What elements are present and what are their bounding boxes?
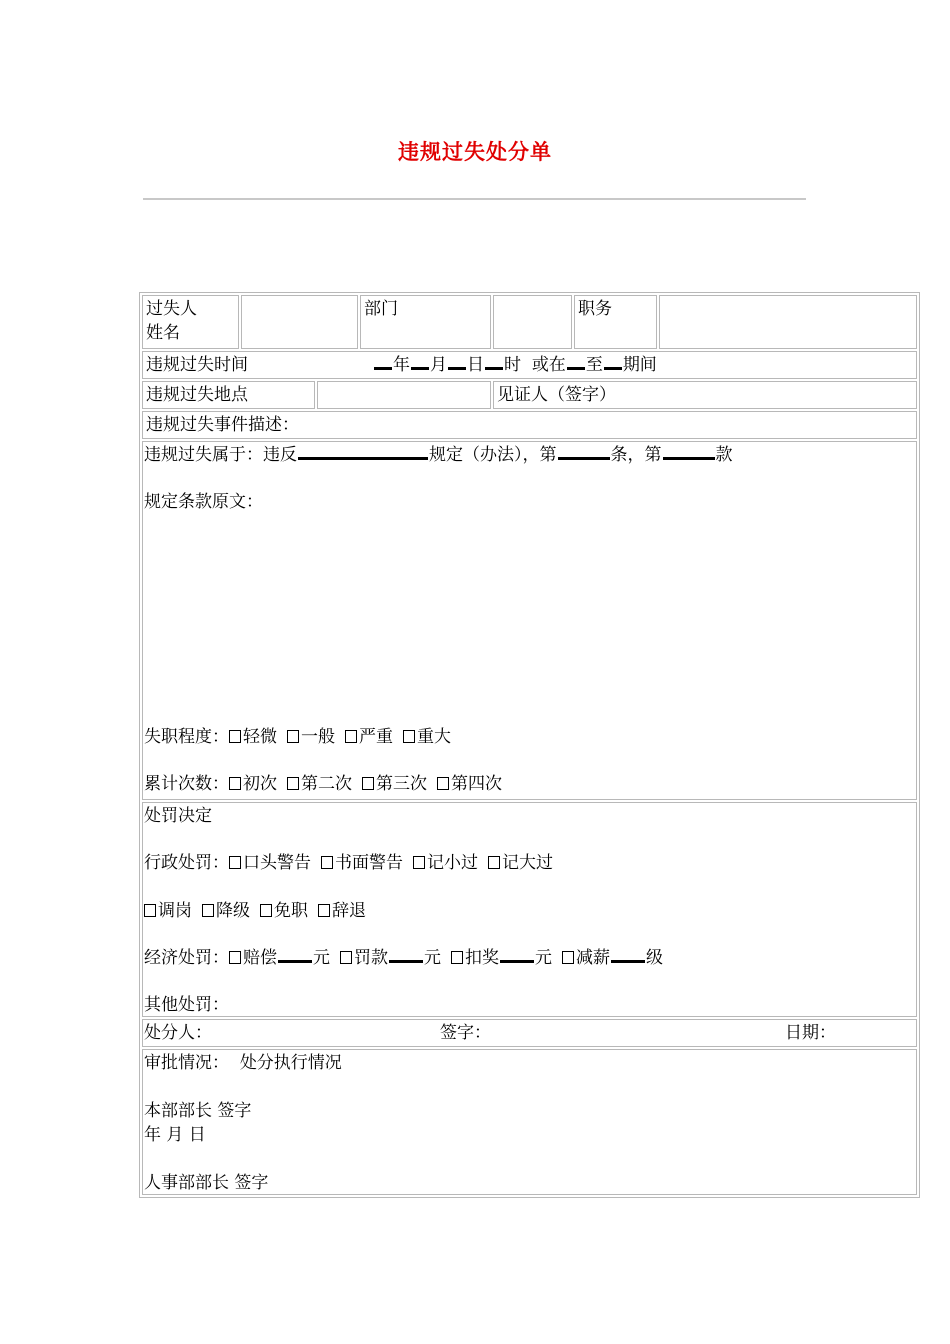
year-label: 年: [393, 355, 410, 375]
other-penalty-label: 其他处罚：: [144, 995, 229, 1015]
violation-prefix: 违规过失属于：违反: [144, 445, 297, 465]
location-input-cell[interactable]: [317, 381, 491, 409]
to-label: 至: [585, 355, 603, 375]
violation-section: [142, 441, 917, 800]
period-label: 期间: [622, 355, 657, 375]
admin-option-major-demerit[interactable]: 记大过: [488, 853, 553, 873]
execution-label: 处分执行情况: [239, 1053, 342, 1073]
location-label: 违规过失地点: [146, 385, 248, 405]
checkbox[interactable]: [287, 730, 299, 743]
checkbox[interactable]: [437, 777, 449, 790]
clause-label: 款: [715, 445, 733, 465]
count-option-third[interactable]: 第三次: [362, 774, 427, 794]
checkbox[interactable]: [229, 951, 241, 964]
admin-penalty-label: 行政处罚：: [144, 853, 229, 873]
witness-cell[interactable]: [493, 381, 917, 409]
checkbox[interactable]: [229, 856, 241, 869]
position-label-cell: [574, 295, 657, 349]
date-label: 日期：: [785, 1023, 836, 1043]
amount-blank[interactable]: [500, 946, 534, 963]
title-divider: [143, 198, 806, 200]
checkbox[interactable]: [403, 730, 415, 743]
checkbox[interactable]: [202, 904, 214, 917]
position-label: 职务: [578, 299, 612, 319]
location-label-cell: [142, 381, 315, 409]
checkbox[interactable]: [318, 904, 330, 917]
admin-option-demote[interactable]: 降级: [202, 901, 250, 921]
checkbox[interactable]: [413, 856, 425, 869]
name-label-line1: 过失人: [146, 299, 197, 319]
checkbox[interactable]: [229, 730, 241, 743]
dept-head-sign: 本部部长 签字: [144, 1101, 252, 1121]
name-label-cell: [142, 295, 239, 349]
checkbox[interactable]: [229, 777, 241, 790]
checkbox[interactable]: [321, 856, 333, 869]
checkbox[interactable]: [562, 951, 574, 964]
econ-option-salary-cut[interactable]: 减薪 级: [562, 948, 663, 968]
count-line: [144, 772, 512, 796]
hr-head-sign: 人事部部长 签字: [144, 1173, 269, 1193]
original-text-label: 规定条款原文：: [144, 492, 263, 512]
month-blank[interactable]: [411, 353, 429, 370]
amount-blank[interactable]: [278, 946, 312, 963]
approval-section: [142, 1049, 917, 1195]
from-blank[interactable]: [567, 353, 585, 370]
clause-blank[interactable]: [663, 443, 715, 460]
checkbox[interactable]: [451, 951, 463, 964]
checkbox[interactable]: [345, 730, 357, 743]
approval-label: 审批情况：: [144, 1053, 229, 1073]
severity-option-major[interactable]: 重大: [403, 727, 451, 747]
hour-label: 时: [504, 355, 521, 375]
dept-label: 部门: [364, 299, 398, 319]
description-label: 违规过失事件描述：: [146, 415, 299, 435]
day-blank[interactable]: [448, 353, 466, 370]
count-option-first[interactable]: 初次: [229, 774, 277, 794]
econ-option-fine[interactable]: 罚款 元: [340, 948, 441, 968]
witness-label: 见证人（签字）: [497, 385, 616, 405]
hour-blank[interactable]: [485, 353, 503, 370]
signoff-row: [142, 1019, 917, 1047]
position-input-cell[interactable]: [659, 295, 917, 349]
checkbox[interactable]: [362, 777, 374, 790]
admin-option-minor-demerit[interactable]: 记小过: [413, 853, 478, 873]
article-blank[interactable]: [558, 443, 610, 460]
year-blank[interactable]: [374, 353, 392, 370]
page-title: 违规过失处分单: [398, 140, 552, 164]
approval-line: [144, 1051, 342, 1075]
admin-option-verbal-warning[interactable]: 口头警告: [229, 853, 311, 873]
violation-line: [144, 443, 733, 467]
admin-option-terminate[interactable]: 辞退: [318, 901, 366, 921]
admin-option-transfer[interactable]: 调岗: [144, 901, 192, 921]
name-label-line2: 姓名: [146, 323, 180, 343]
severity-option-serious[interactable]: 严重: [345, 727, 393, 747]
to-blank[interactable]: [604, 353, 622, 370]
severity-line: [144, 725, 461, 749]
count-label: 累计次数：: [144, 774, 229, 794]
admin-option-dismiss[interactable]: 免职: [260, 901, 308, 921]
article-label: 条，第: [610, 445, 662, 465]
handler-label: 处分人：: [144, 1023, 212, 1043]
checkbox[interactable]: [340, 951, 352, 964]
checkbox[interactable]: [144, 904, 156, 917]
rule-suffix: 规定（办法），第: [429, 445, 557, 465]
admin-penalty-line: [144, 851, 563, 875]
description-row[interactable]: [142, 411, 917, 439]
econ-option-compensation[interactable]: 赔偿 元: [229, 948, 330, 968]
time-fields: [373, 353, 657, 377]
econ-option-bonus-deduction[interactable]: 扣奖 元: [451, 948, 552, 968]
checkbox[interactable]: [260, 904, 272, 917]
dept-input-cell[interactable]: [493, 295, 572, 349]
sign-label: 签字：: [440, 1023, 491, 1043]
checkbox[interactable]: [287, 777, 299, 790]
rule-name-blank[interactable]: [298, 443, 428, 460]
time-row: [142, 351, 917, 379]
day-label: 日: [467, 355, 484, 375]
admin-option-written-warning[interactable]: 书面警告: [321, 853, 403, 873]
penalty-section: [142, 802, 917, 1017]
amount-blank[interactable]: [611, 946, 645, 963]
penalty-heading: 处罚决定: [144, 806, 212, 826]
checkbox[interactable]: [488, 856, 500, 869]
penalty-form: [139, 292, 920, 1198]
time-label: 违规过失时间: [146, 355, 248, 375]
econ-penalty-label: 经济处罚：: [144, 948, 229, 968]
count-option-second[interactable]: 第二次: [287, 774, 352, 794]
approval-date-line: 年 月 日: [144, 1125, 206, 1145]
severity-label: 失职程度：: [144, 727, 229, 747]
econ-penalty-line: [144, 946, 673, 970]
dept-label-cell: [360, 295, 491, 349]
name-input-cell[interactable]: [241, 295, 358, 349]
admin-penalty-line-2: [144, 899, 376, 923]
severity-option-minor[interactable]: 轻微: [229, 727, 277, 747]
month-label: 月: [430, 355, 447, 375]
severity-option-normal[interactable]: 一般: [287, 727, 335, 747]
or-at-label: 或在: [531, 355, 566, 375]
amount-blank[interactable]: [389, 946, 423, 963]
count-option-fourth[interactable]: 第四次: [437, 774, 502, 794]
